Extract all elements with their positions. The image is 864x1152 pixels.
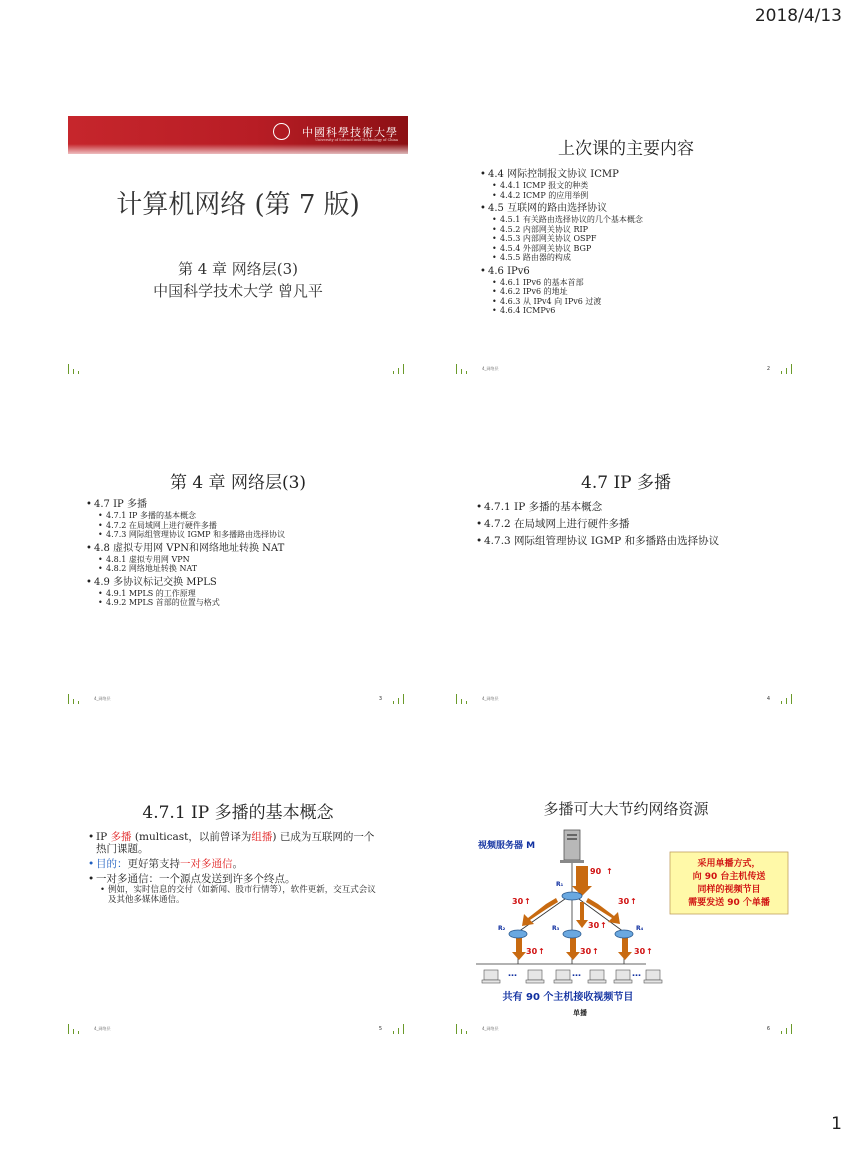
outline-subitem: • 4.4.1 ICMP 报文的种类 — [478, 181, 796, 191]
more-hosts-ellipsis: … — [572, 969, 581, 979]
flow-label: 30 — [634, 947, 646, 956]
page-date: 2018/4/13 — [754, 6, 842, 26]
bullet-example: • 例如，实时信息的交付（如新闻、股市行情等），软件更新，交互式会议及其他多媒体通信。 — [86, 885, 382, 905]
university-name-en: University of Science and Technology of China — [315, 138, 398, 142]
slide-footer — [456, 360, 796, 374]
slide-number: 2 — [766, 366, 770, 372]
outline-item: • 4.7.3 网际组管理协议 IGMP 和多播路由选择协议 — [474, 535, 770, 548]
slide-footer — [68, 690, 408, 704]
outline-subitem: • 4.5.4 外部网关协议 BGP — [478, 244, 796, 254]
diagram-caption: 单播 — [573, 1009, 587, 1017]
footer-label: 4_网络层 — [482, 1026, 499, 1031]
up-arrow-icon: ↑ — [524, 897, 531, 906]
outline-item: • 4.8 虚拟专用网 VPN和网络地址转换 NAT — [84, 543, 408, 555]
footer-bars-left — [68, 685, 83, 704]
outline-list — [68, 499, 408, 608]
bullet-text: ) 已成为互联网的一个热门课题。 — [96, 831, 375, 855]
flow-label: 30 — [580, 947, 592, 956]
slide-1 — [68, 116, 408, 374]
server-label: 视频服务器 M — [478, 841, 536, 851]
info-box-line: 需要发送 90 个单播 — [688, 898, 770, 908]
footer-bars-left — [456, 1015, 471, 1034]
slide-3 — [68, 446, 408, 704]
slide-footer — [68, 360, 408, 374]
footer-bars-left — [456, 355, 471, 374]
footer-bars-left — [456, 685, 471, 704]
footer-bars-right — [781, 685, 796, 704]
outline-subitem: • 4.7.1 IP 多播的基本概念 — [84, 511, 408, 521]
highlight-term: 组播 — [251, 831, 273, 843]
flow-label: 30 — [512, 897, 524, 906]
flow-label: 90 — [590, 867, 602, 876]
outline-item: • 4.7.1 IP 多播的基本概念 — [474, 501, 770, 514]
outline-subitem: • 4.9.2 MPLS 首部的位置与格式 — [84, 598, 408, 608]
outline-subitem: • 4.5.1 有关路由选择协议的几个基本概念 — [478, 215, 796, 225]
outline-subitem: • 4.9.1 MPLS 的工作原理 — [84, 589, 408, 599]
outline-item: • 4.4 网际控制报文协议 ICMP — [478, 169, 796, 181]
outline-subitem: • 4.8.1 虚拟专用网 VPN — [84, 555, 408, 565]
slide-number: 6 — [766, 1026, 770, 1032]
bullet-text: IP — [96, 831, 111, 843]
footer-bars-left — [68, 1015, 83, 1034]
university-name: 中國科學技術大學 — [302, 126, 398, 139]
up-arrow-icon: ↑ — [538, 947, 545, 956]
slide-2 — [456, 116, 796, 374]
slide-number: 4 — [766, 696, 770, 702]
bullet-purpose — [86, 858, 382, 870]
university-banner — [68, 116, 408, 154]
footer-bars-right — [393, 685, 408, 704]
bullet-one-to-many: • 一对多通信：一个源点发送到许多个终点。 — [86, 873, 382, 885]
outline-item: • 4.7.2 在局域网上进行硬件多播 — [474, 518, 770, 531]
author-line: 中国科学技术大学 曾凡平 — [153, 282, 323, 300]
network-links — [476, 863, 646, 964]
hosts-caption: 共有 90 个主机接收视频节目 — [502, 992, 634, 1003]
flow-label: 30 — [526, 947, 538, 956]
outline-subitem: • 4.5.5 路由器的构成 — [478, 253, 796, 263]
outline-item: • 4.7 IP 多播 — [84, 499, 408, 511]
outline-subitem: • 4.5.3 内部网关协议 OSPF — [478, 234, 796, 244]
router-label: R₁ — [556, 881, 564, 888]
bullet-text: (multicast，以前曾译为 — [131, 831, 252, 843]
footer-bars-right — [393, 355, 408, 374]
slide-title: 多播可大大节约网络资源 — [543, 800, 709, 818]
router-label: R₂ — [498, 925, 506, 932]
slide-title: 4.7.1 IP 多播的基本概念 — [142, 803, 334, 823]
outline-list — [456, 501, 796, 548]
router-label: R₃ — [552, 925, 560, 932]
footer-label: 4_网络层 — [482, 696, 499, 701]
chapter-subtitle: 第 4 章 网络层(3) — [177, 260, 299, 278]
outline-subitem: • 4.6.1 IPv6 的基本首部 — [478, 278, 796, 288]
slide-number: 5 — [378, 1026, 382, 1032]
info-box-line: 向 90 台主机传送 — [692, 872, 766, 882]
outline-subitem: • 4.5.2 内部网关协议 RIP — [478, 225, 796, 235]
outline-subitem: • 4.7.3 网际组管理协议 IGMP 和多播路由选择协议 — [84, 530, 408, 540]
info-box-line: 同样的视频节目 — [697, 885, 761, 895]
slide-footer — [68, 1020, 408, 1034]
footer-label: 4_网络层 — [94, 1026, 111, 1031]
slide-footer — [456, 1020, 796, 1034]
up-arrow-icon: ↑ — [646, 947, 653, 956]
unicast-diagram — [456, 824, 796, 1024]
more-hosts-ellipsis: … — [508, 969, 517, 979]
footer-label: 4_网络层 — [482, 366, 499, 371]
slide-title: 4.7 IP 多播 — [581, 473, 671, 493]
up-arrow-icon: ↑ — [630, 897, 637, 906]
content-list — [68, 831, 408, 905]
slide-title: 第 4 章 网络层(3) — [169, 473, 307, 493]
bullet-label: 目的： — [96, 858, 128, 870]
slide-title: 上次课的主要内容 — [558, 139, 694, 159]
bullet-multicast — [86, 831, 382, 855]
university-seal-icon — [273, 123, 290, 140]
bullet-text: 更好第支持 — [127, 858, 180, 870]
slide-title: 计算机网络 (第 7 版) — [116, 190, 360, 220]
highlight-term: 多播 — [110, 831, 132, 843]
outline-item: • 4.5 互联网的路由选择协议 — [478, 203, 796, 215]
router-label: R₄ — [636, 925, 644, 932]
page-number: 1 — [831, 1114, 842, 1134]
footer-label: 4_网络层 — [94, 696, 111, 701]
outline-subitem: • 4.7.2 在局域网上进行硬件多播 — [84, 521, 408, 531]
outline-list — [456, 169, 796, 316]
footer-bars-right — [393, 1015, 408, 1034]
server-icon — [560, 830, 584, 863]
outline-subitem: • 4.6.2 IPv6 的地址 — [478, 287, 796, 297]
footer-bars-left — [68, 355, 83, 374]
outline-subitem: • 4.8.2 网络地址转换 NAT — [84, 564, 408, 574]
footer-bars-right — [781, 355, 796, 374]
info-box-line: 采用单播方式， — [697, 859, 761, 869]
up-arrow-icon: ↑ — [600, 921, 607, 930]
footer-bars-right — [781, 1015, 796, 1034]
more-hosts-ellipsis: … — [632, 969, 641, 979]
flow-label: 30 — [618, 897, 630, 906]
up-arrow-icon: ↑ — [606, 867, 613, 876]
flow-label: 30 — [588, 921, 600, 930]
slide-4 — [456, 446, 796, 704]
outline-item: • 4.9 多协议标记交换 MPLS — [84, 577, 408, 589]
outline-subitem: • 4.6.4 ICMPv6 — [478, 306, 796, 316]
outline-subitem: • 4.4.2 ICMP 的应用举例 — [478, 191, 796, 201]
slide-6 — [456, 776, 796, 1034]
slide-footer — [456, 690, 796, 704]
highlight-term: 一对多通信 — [180, 858, 233, 870]
outline-subitem: • 4.6.3 从 IPv4 向 IPv6 过渡 — [478, 297, 796, 307]
bullet-text: 。 — [232, 858, 243, 870]
outline-item: • 4.6 IPv6 — [478, 266, 796, 278]
slide-5 — [68, 776, 408, 1034]
up-arrow-icon: ↑ — [592, 947, 599, 956]
slide-number: 3 — [378, 696, 382, 702]
